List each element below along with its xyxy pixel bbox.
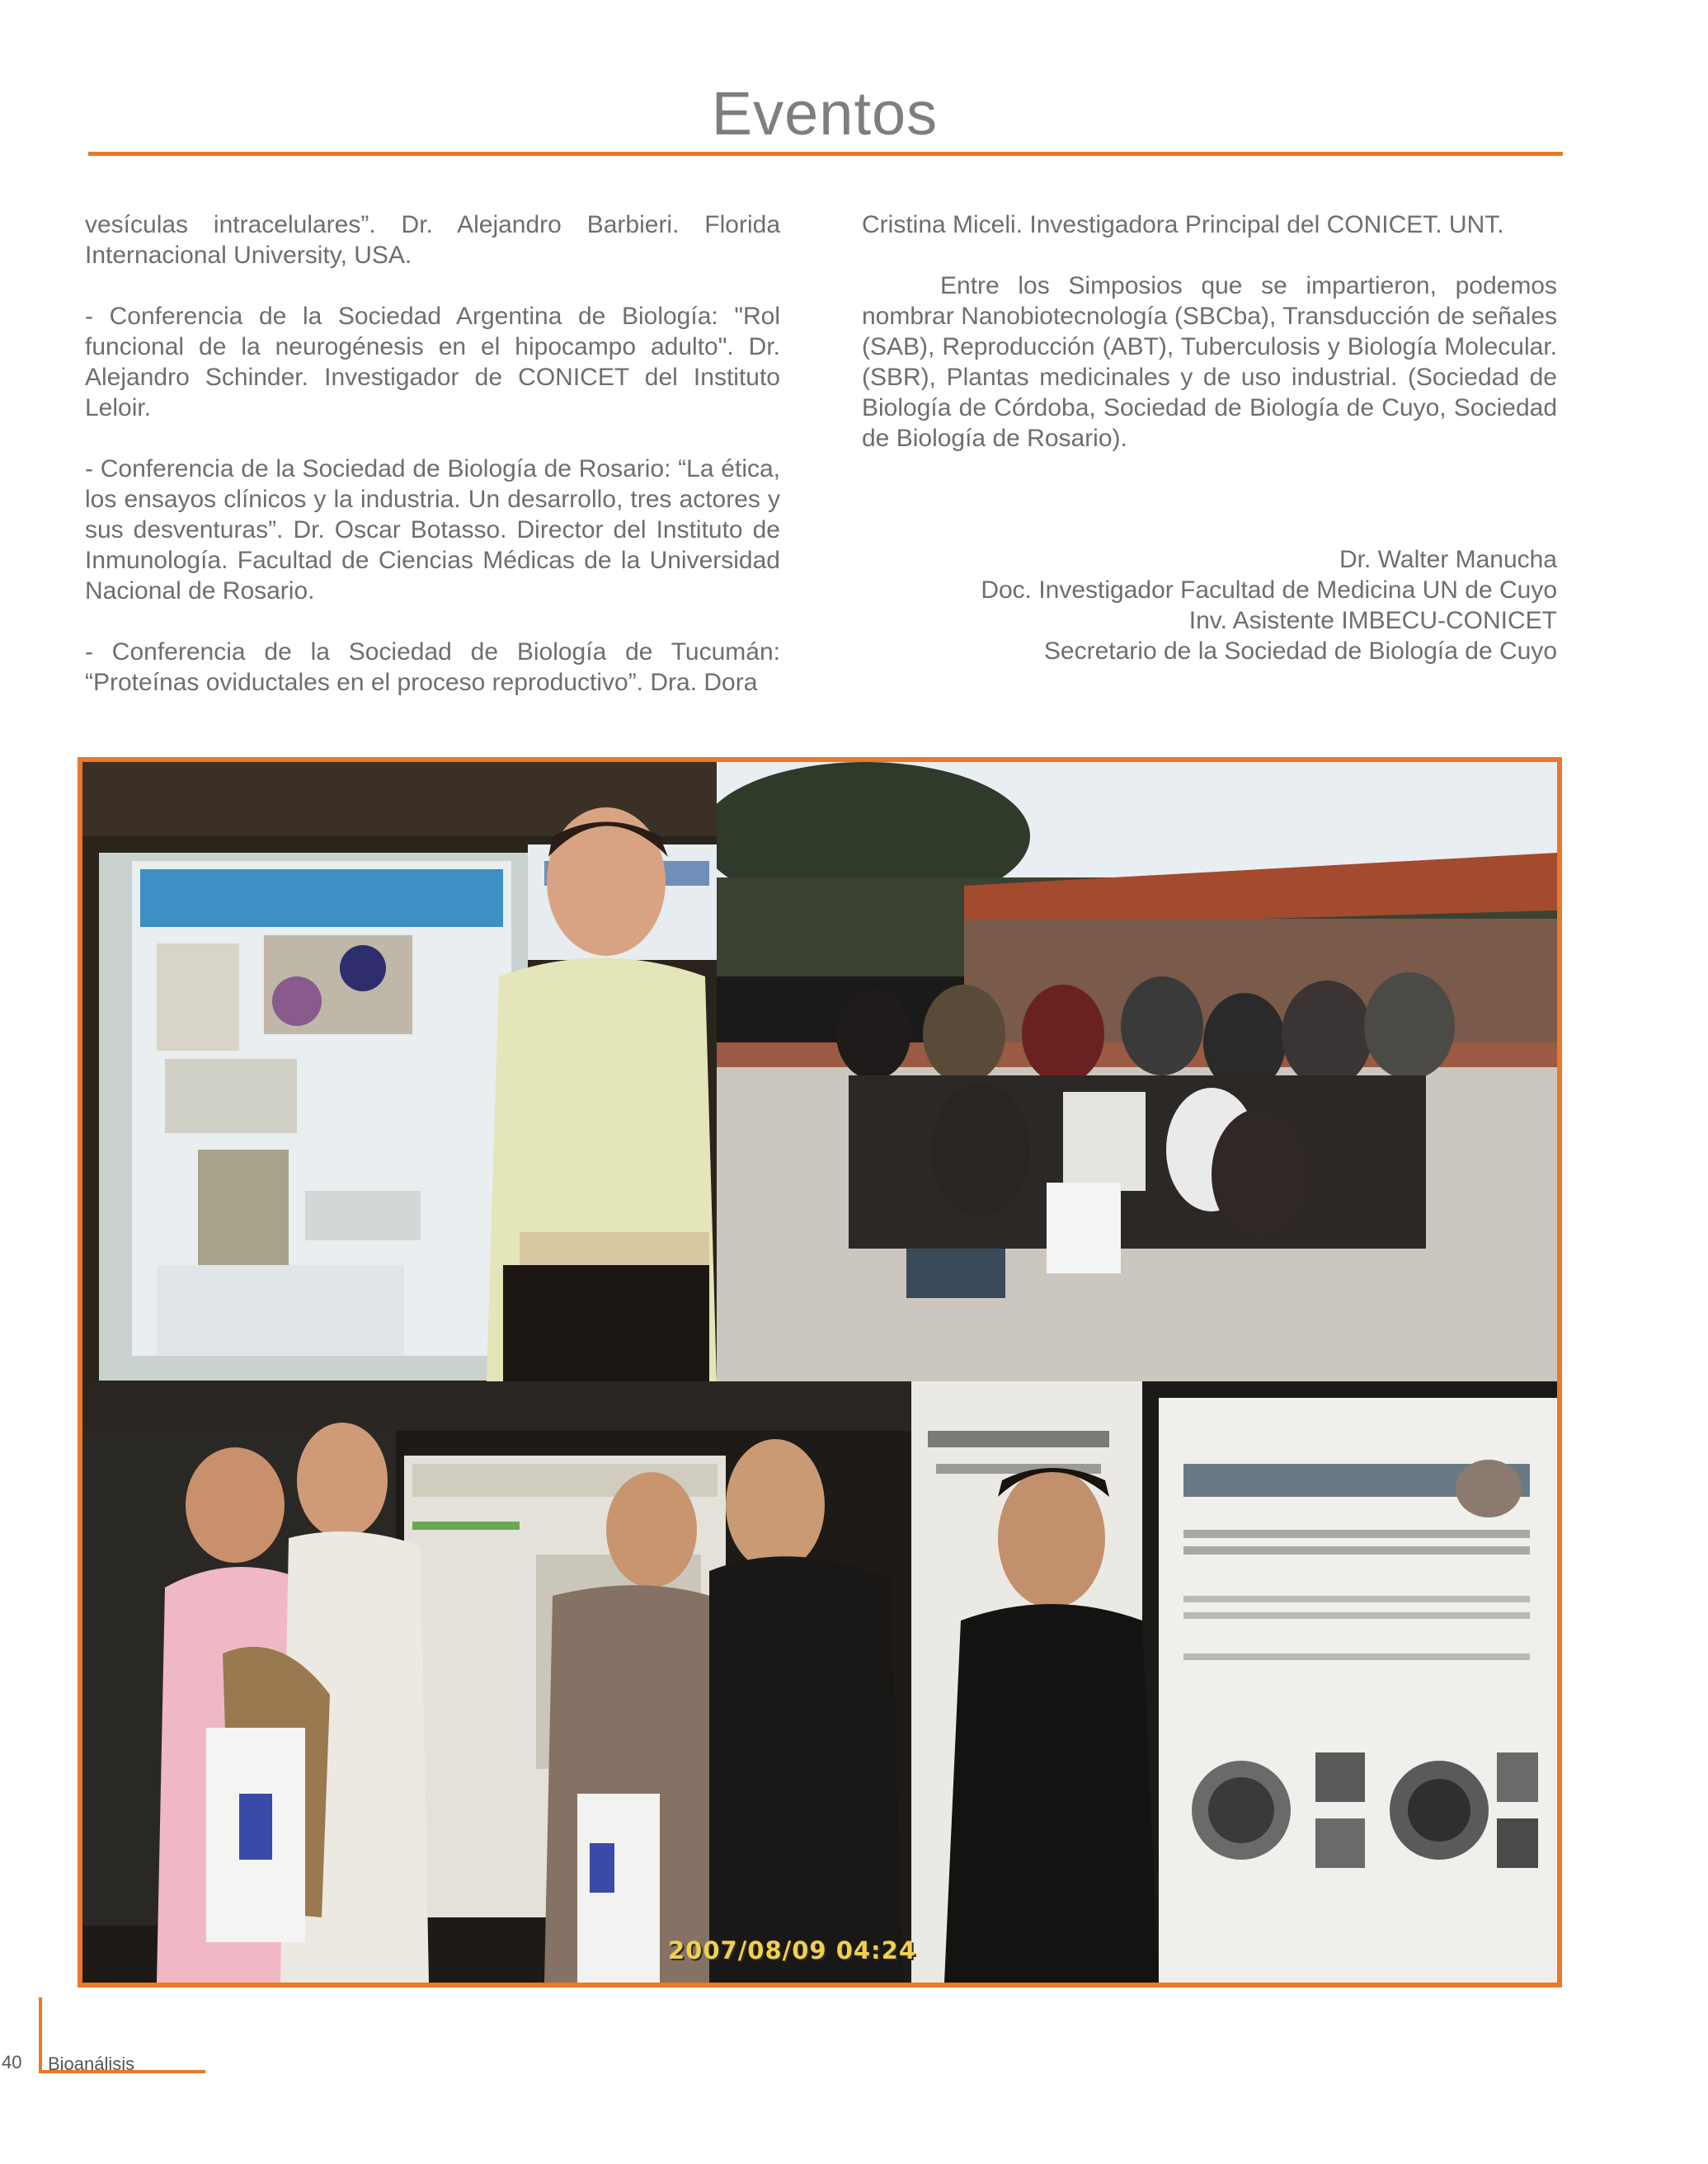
left-text-column bbox=[85, 209, 780, 728]
signature-block bbox=[862, 544, 1557, 666]
photo-group-outdoors bbox=[717, 762, 1557, 1381]
paragraph: - Conferencia de la Sociedad Argentina de Biología: "Rol funcional de la neurogénesis en el hipocampo adulto". Dr. Alejandro Schinder. Investigador de CONICET del Instituto Leloir. bbox=[85, 303, 780, 421]
footer-vertical-rule bbox=[39, 1997, 42, 2073]
title-divider bbox=[88, 152, 1563, 156]
signature-name: Dr. Walter Manucha bbox=[1339, 546, 1557, 573]
page-title: Eventos bbox=[711, 79, 939, 148]
paragraph: Entre los Simposios que se impartieron, podemos nombrar Nanobiotecnología (SBCba), Transducción de señales (SAB), Reproducción (ABT), Tuberculosis y Biología Molecular. (SBR), Plantas medicinales y de uso industrial. (Sociedad de Biología de Córdoba, Sociedad de Biología de Cuyo, Sociedad de Biología de Rosario). bbox=[862, 272, 1557, 452]
signature-title: Doc. Investigador Facultad de Medicina UN de Cuyo bbox=[981, 576, 1557, 604]
right-text-column bbox=[862, 209, 1557, 666]
publication-name: Bioanálisis bbox=[48, 2053, 135, 2074]
photo-poster-presenter bbox=[82, 762, 717, 1381]
paragraph: - Conferencia de la Sociedad de Biología de Tucumán: “Proteínas oviductales en el proceso reproductivo”. Dra. Dora bbox=[85, 638, 780, 696]
photo-collage bbox=[78, 757, 1562, 1988]
photo-poster-micrographs bbox=[911, 1381, 1557, 1983]
paragraph: - Conferencia de la Sociedad de Biología de Rosario: “La ética, los ensayos clínicos y la industria. Un desarrollo, tres actores y sus desventuras”. Dr. Oscar Botasso. Director del Instituto de Inmunología. Facultad de Ciencias Médicas de la Universidad Nacional de Rosario. bbox=[85, 455, 780, 605]
photo-poster-group bbox=[82, 1381, 911, 1983]
signature-title: Secretario de la Sociedad de Biología de Cuyo bbox=[1043, 637, 1557, 665]
paragraph: Cristina Miceli. Investigadora Principal del CONICET. UNT. bbox=[862, 211, 1504, 238]
photo-timestamp: 2007/08/09 04:24 bbox=[668, 1936, 917, 1964]
signature-title: Inv. Asistente IMBECU-CONICET bbox=[1188, 607, 1557, 634]
page-number: 40 bbox=[2, 2052, 22, 2072]
paragraph: vesículas intracelulares”. Dr. Alejandro Barbieri. Florida Internacional University, USA. bbox=[85, 211, 780, 269]
